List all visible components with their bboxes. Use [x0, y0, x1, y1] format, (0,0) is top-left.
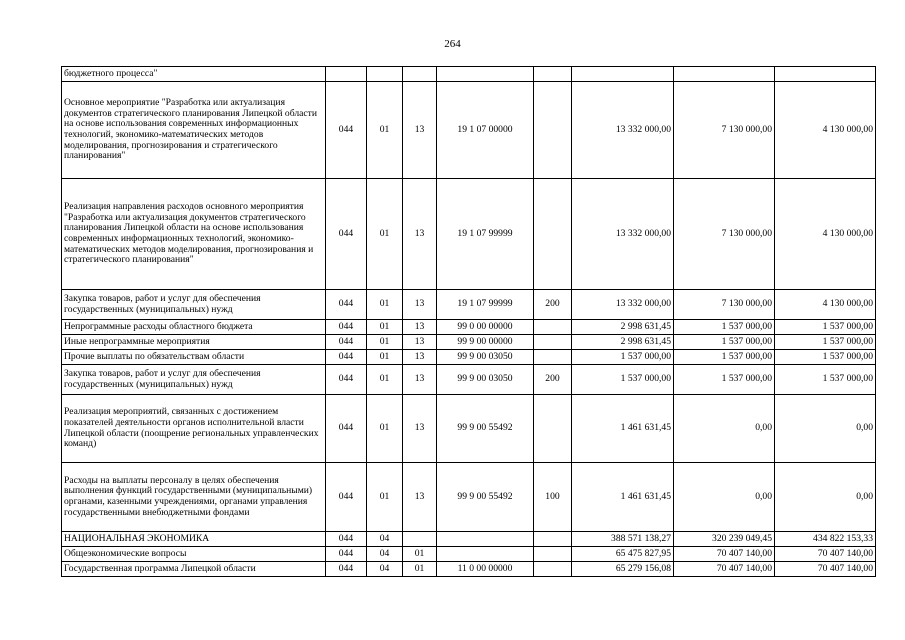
sum-year-1: 1 537 000,00: [572, 350, 674, 365]
subsection-code: 13: [403, 350, 437, 365]
ministry-code: [326, 67, 367, 82]
sum-year-2: 7 130 000,00: [674, 290, 775, 320]
subsection-code: 13: [403, 365, 437, 395]
section-code: 01: [367, 350, 403, 365]
expense-type: 200: [534, 365, 572, 395]
sum-year-2: 1 537 000,00: [674, 365, 775, 395]
section-code: 01: [367, 290, 403, 320]
expense-type: [534, 547, 572, 562]
target-article: 19 1 07 99999: [437, 179, 534, 290]
budget-table: [61, 66, 876, 577]
sum-year-2: 7 130 000,00: [674, 82, 775, 179]
expense-type: 200: [534, 290, 572, 320]
expense-type: [534, 67, 572, 82]
subsection-code: 13: [403, 395, 437, 463]
sum-year-2: 0,00: [674, 463, 775, 532]
sum-year-3: 70 407 140,00: [775, 547, 876, 562]
sum-year-1: [572, 67, 674, 82]
subsection-code: 01: [403, 562, 437, 577]
sum-year-3: 1 537 000,00: [775, 350, 876, 365]
subsection-code: [403, 67, 437, 82]
sum-year-1: 2 998 631,45: [572, 335, 674, 350]
row-name: Закупка товаров, работ и услуг для обеспечения государственных (муниципальных) нужд: [62, 290, 326, 320]
sum-year-2: 1 537 000,00: [674, 320, 775, 335]
sum-year-1: 1 537 000,00: [572, 365, 674, 395]
subsection-code: 13: [403, 463, 437, 532]
sum-year-2: 7 130 000,00: [674, 179, 775, 290]
section-code: 01: [367, 395, 403, 463]
sum-year-2: 0,00: [674, 395, 775, 463]
sum-year-1: 65 475 827,95: [572, 547, 674, 562]
target-article: 19 1 07 99999: [437, 290, 534, 320]
target-article: 99 9 00 55492: [437, 395, 534, 463]
sum-year-1: 388 571 138,27: [572, 532, 674, 547]
sum-year-1: 13 332 000,00: [572, 290, 674, 320]
sum-year-2: 1 537 000,00: [674, 350, 775, 365]
sum-year-3: 1 537 000,00: [775, 365, 876, 395]
row-name: НАЦИОНАЛЬНАЯ ЭКОНОМИКА: [62, 532, 326, 547]
section-code: 04: [367, 532, 403, 547]
sum-year-3: 434 822 153,33: [775, 532, 876, 547]
sum-year-1: 1 461 631,45: [572, 463, 674, 532]
ministry-code: 044: [326, 179, 367, 290]
row-name: Закупка товаров, работ и услуг для обеспечения государственных (муниципальных) нужд: [62, 365, 326, 395]
table-row: [62, 350, 876, 365]
expense-type: [534, 532, 572, 547]
row-name: Реализация мероприятий, связанных с достижением показателей деятельности органов исполнительной власти Липецкой области (поощрение региональных управленческих команд): [62, 395, 326, 463]
target-article: 99 9 00 55492: [437, 463, 534, 532]
table-row: [62, 547, 876, 562]
expense-type: [534, 350, 572, 365]
sum-year-3: 4 130 000,00: [775, 82, 876, 179]
expense-type: [534, 562, 572, 577]
subsection-code: 13: [403, 179, 437, 290]
table-row: [62, 395, 876, 463]
section-code: 01: [367, 463, 403, 532]
row-name: Расходы на выплаты персоналу в целях обеспечения выполнения функций государственными (муниципальными) органами, казенными учреждениями, органами управления государственными внебюджетными фондами: [62, 463, 326, 532]
table-row: [62, 365, 876, 395]
sum-year-2: [674, 67, 775, 82]
ministry-code: 044: [326, 350, 367, 365]
section-code: 01: [367, 320, 403, 335]
row-name: Основное мероприятие "Разработка или актуализация документов стратегического планирования Липецкой области на основе использования современных информационных технологий, экономико-математических методов моделирования, прогнозирования и стратегического планирования": [62, 82, 326, 179]
ministry-code: 044: [326, 82, 367, 179]
section-code: 01: [367, 335, 403, 350]
expense-type: [534, 179, 572, 290]
section-code: 01: [367, 365, 403, 395]
table-row: [62, 463, 876, 532]
subsection-code: 13: [403, 320, 437, 335]
target-article: 99 9 00 03050: [437, 350, 534, 365]
target-article: 99 0 00 00000: [437, 320, 534, 335]
sum-year-2: 1 537 000,00: [674, 335, 775, 350]
sum-year-1: 65 279 156,08: [572, 562, 674, 577]
ministry-code: 044: [326, 547, 367, 562]
section-code: 01: [367, 82, 403, 179]
ministry-code: 044: [326, 463, 367, 532]
row-name: бюджетного процесса": [62, 67, 326, 82]
page-number: 264: [444, 38, 461, 50]
row-name: Иные непрограммные мероприятия: [62, 335, 326, 350]
sum-year-3: 1 537 000,00: [775, 320, 876, 335]
sum-year-1: 13 332 000,00: [572, 82, 674, 179]
target-article: 99 9 00 00000: [437, 335, 534, 350]
ministry-code: 044: [326, 335, 367, 350]
target-article: 19 1 07 00000: [437, 82, 534, 179]
row-name: Реализация направления расходов основного мероприятия "Разработка или актуализация документов стратегического планирования Липецкой области на основе использования современных информационных технологий, экономико-математических методов моделирования, прогнозирования и стратегического планирования": [62, 179, 326, 290]
sum-year-2: 70 407 140,00: [674, 562, 775, 577]
sum-year-2: 320 239 049,45: [674, 532, 775, 547]
table-row: [62, 335, 876, 350]
sum-year-1: 1 461 631,45: [572, 395, 674, 463]
expense-type: [534, 82, 572, 179]
section-code: 04: [367, 562, 403, 577]
expense-type: [534, 320, 572, 335]
section-code: 01: [367, 179, 403, 290]
table-row: [62, 320, 876, 335]
ministry-code: 044: [326, 290, 367, 320]
sum-year-3: 1 537 000,00: [775, 335, 876, 350]
ministry-code: 044: [326, 365, 367, 395]
row-name: Общеэкономические вопросы: [62, 547, 326, 562]
sum-year-3: 4 130 000,00: [775, 290, 876, 320]
sum-year-3: 0,00: [775, 395, 876, 463]
sum-year-3: 0,00: [775, 463, 876, 532]
sum-year-1: 2 998 631,45: [572, 320, 674, 335]
table-row: [62, 67, 876, 82]
subsection-code: 13: [403, 335, 437, 350]
sum-year-2: 70 407 140,00: [674, 547, 775, 562]
subsection-code: [403, 532, 437, 547]
subsection-code: 13: [403, 290, 437, 320]
sum-year-1: 13 332 000,00: [572, 179, 674, 290]
table-body: [62, 67, 876, 577]
expense-type: [534, 335, 572, 350]
row-name: Государственная программа Липецкой области: [62, 562, 326, 577]
table-row: [62, 82, 876, 179]
expense-type: [534, 395, 572, 463]
table-row: [62, 179, 876, 290]
sum-year-3: 4 130 000,00: [775, 179, 876, 290]
table-row: [62, 562, 876, 577]
section-code: 04: [367, 547, 403, 562]
ministry-code: 044: [326, 532, 367, 547]
target-article: 11 0 00 00000: [437, 562, 534, 577]
target-article: 99 9 00 03050: [437, 365, 534, 395]
subsection-code: 13: [403, 82, 437, 179]
sum-year-3: [775, 67, 876, 82]
row-name: Непрограммные расходы областного бюджета: [62, 320, 326, 335]
table-row: [62, 532, 876, 547]
row-name: Прочие выплаты по обязательствам области: [62, 350, 326, 365]
ministry-code: 044: [326, 395, 367, 463]
subsection-code: 01: [403, 547, 437, 562]
target-article: [437, 547, 534, 562]
table-row: [62, 290, 876, 320]
ministry-code: 044: [326, 562, 367, 577]
sum-year-3: 70 407 140,00: [775, 562, 876, 577]
section-code: [367, 67, 403, 82]
target-article: [437, 67, 534, 82]
expense-type: 100: [534, 463, 572, 532]
target-article: [437, 532, 534, 547]
ministry-code: 044: [326, 320, 367, 335]
